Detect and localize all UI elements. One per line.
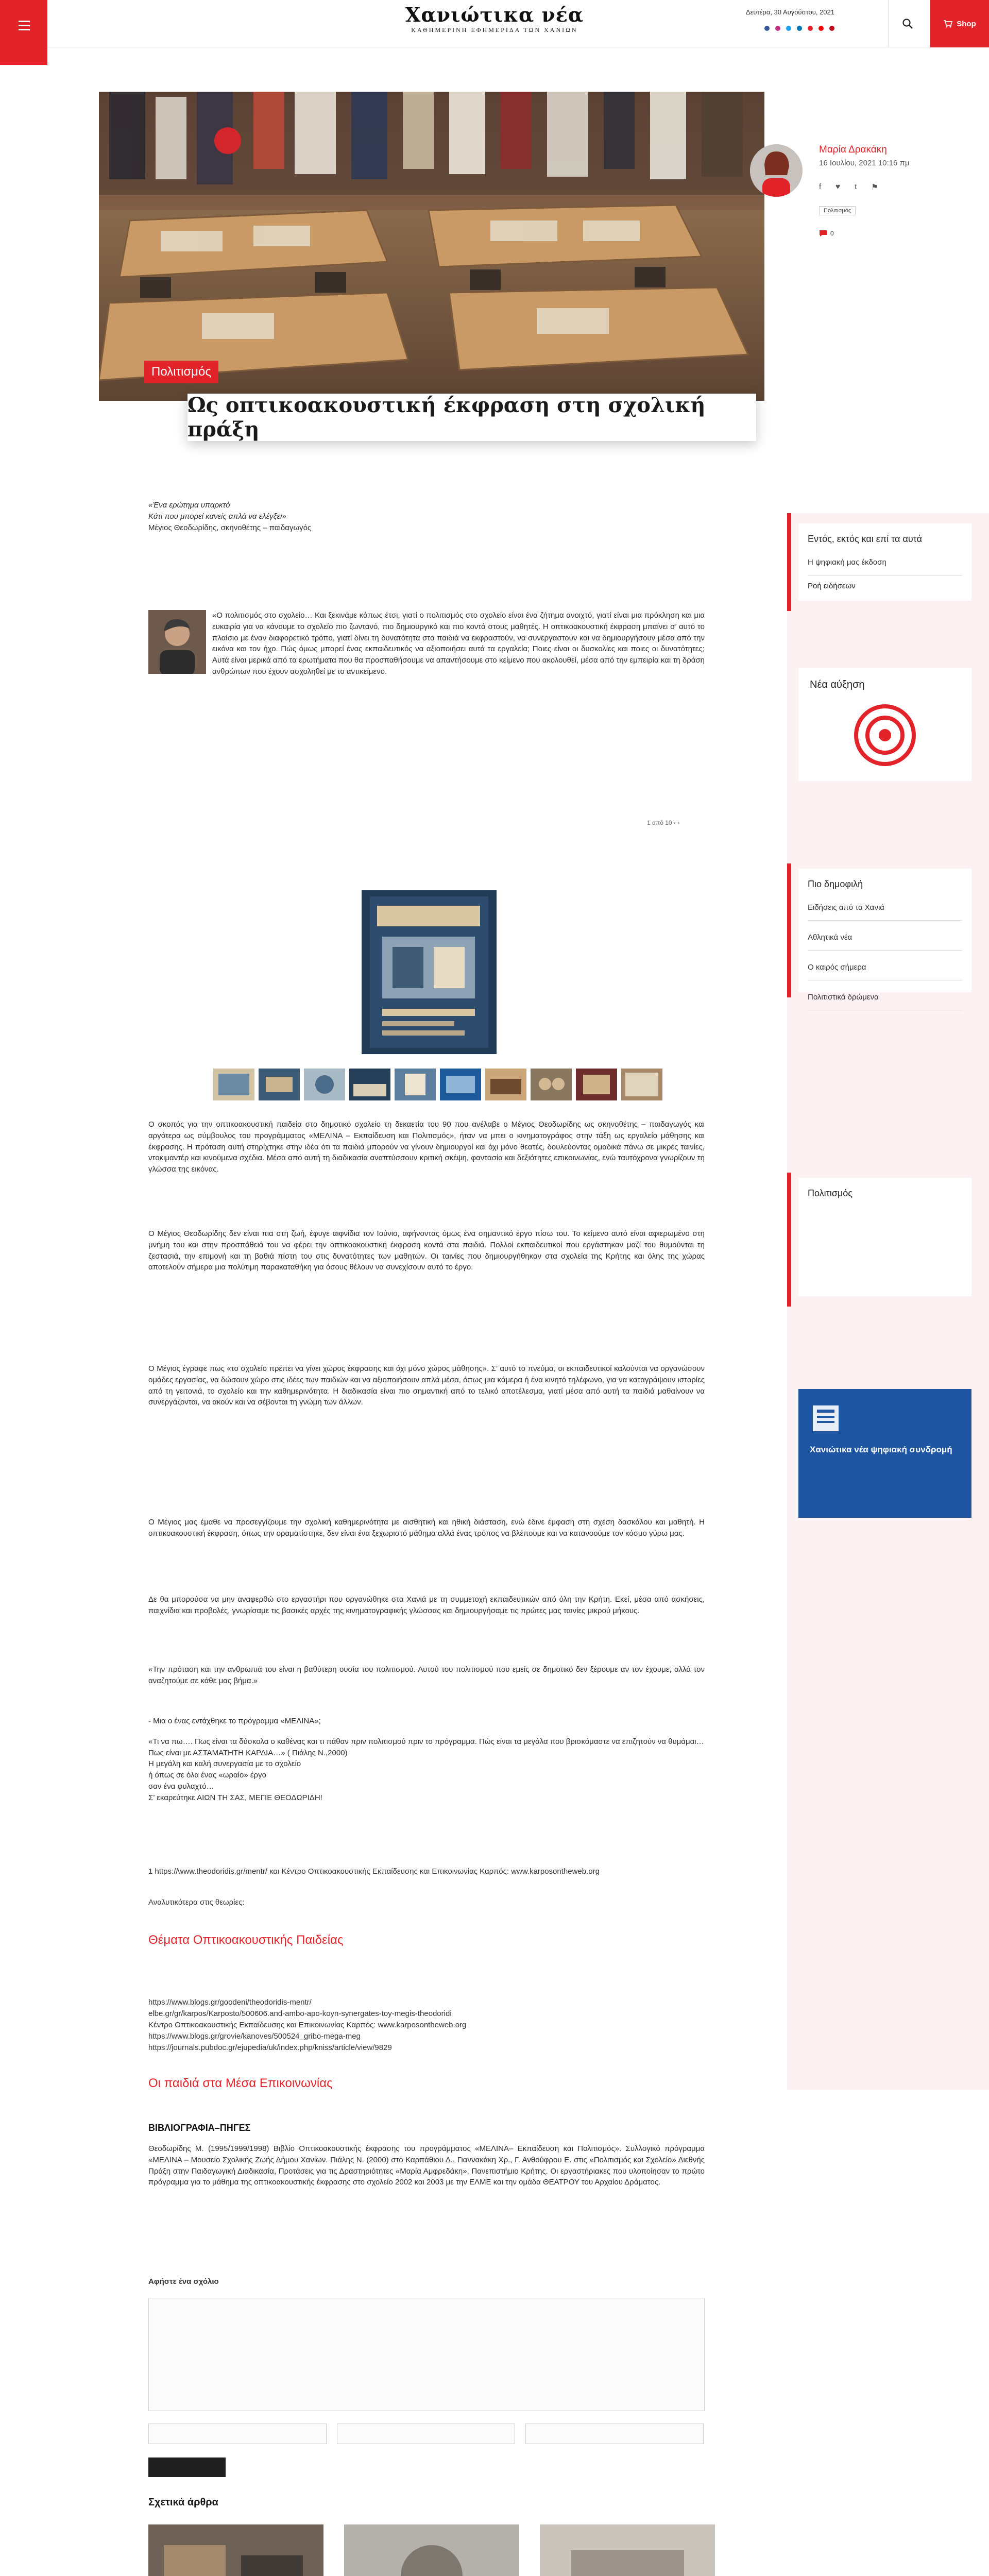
reference-link[interactable]: Κέντρο Οπτικοακουστικής Εκπαίδευσης και Επικοινωνίας Καρπός: www.karposontheweb.org: [148, 2021, 467, 2029]
pinterest-icon[interactable]: [829, 26, 834, 31]
author-inline-photo: [148, 610, 206, 674]
sidebar-link[interactable]: Πολιτιστικά δρώμενα: [808, 992, 962, 1010]
comment-textarea[interactable]: [148, 2298, 705, 2411]
closing-line: Πως είναι με ΑΣΤΑΜΑΤΗΤΗ ΚΑΡΔΙΑ…» ( Πιάλης Ν.,2000): [148, 1748, 348, 1757]
comment-form-title: Αφήστε ένα σχόλιο: [148, 2277, 219, 2286]
paragraph-text: «Την πρόταση και την ανθρωπιά του είναι η βαθύτερη ουσία του πολιτισμού. Αυτού του πολιτισμού που εμείς σε δημοτικό δεν ξέρουμε αν τον έχουμε, αλλά τον αναζητούμε σε κάθε μας βήμα.»: [148, 1665, 705, 1685]
header-divider: [888, 0, 889, 47]
rss-icon[interactable]: [808, 26, 813, 31]
paragraph-text: Ο σκοπός για την οπτικοακουστική παιδεία στο δημοτικό σχολείο τη δεκαετία του 90 που ανέλαβε ο Μέγιος Θεοδωρίδης ως σκηνοθέτης – παιδαγωγός και αργότερα ως σύμβουλος του προγράμματος «ΜΕΛΙΝΑ – Εκπαίδευση και Πολιτισμός», ήταν να μπει ο κινηματογράφος στην τάξη ως εργαλείο μάθησης και έκφρασης. Η πρόταση αυτή στηρίχτηκε στην ιδέα ότι τα παιδιά μπορούν να γίνουν δημιουργοί και όχι μόνο θεατές, δουλεύοντας ομαδικά πάνω σε μικρές ταινίες, ντοκιμαντέρ και κινούμενα σχέδια. Μέσα από αυτή τη διαδικασία αναπτύσσουν κριτική σκέψη, φαντασία και δεξιότητες επικοινωνίας, ενώ ταυτόχρονα γνωρίζουν τη γλώσσα της εικόνας.: [148, 1120, 705, 1174]
article-paragraph: [212, 610, 705, 677]
section-heading[interactable]: Οι παιδιά στα Μέσα Επικοινωνίας: [148, 2076, 333, 2090]
comment-count-value: 0: [830, 230, 834, 237]
paragraph-text: Ο Μέγιος έγραφε πως «το σχολείο πρέπει να γίνει χώρος έκφρασης και όχι μόνο χώρος μάθησης». Σ’ αυτό το πνεύμα, οι εκπαιδευτικοί καλούνται να οργανώσουν ομάδες εργασίας, να δώσουν χώρο στις ιδέες των παιδιών και να αξιοποιήσουν απλά μέσα, όπως μια κάμερα ή ένα κινητό τηλέφωνο, για να καταγράψουν ιστορίες από τη γειτονιά, το σχολείο και την καθημερινότητα. Η διαδικασία είναι πιο σημαντική από το τελικό αποτέλεσμα, γιατί μέσα από αυτή τα παιδιά μαθαίνουν να συνεργάζονται, να ακούν και να σέβονται τη γνώμη των άλλων.: [148, 1364, 705, 1407]
twitter-icon[interactable]: [786, 26, 791, 31]
intro-line: «Ένα ερώτημα υπαρκτό: [148, 501, 230, 510]
instagram-icon[interactable]: [775, 26, 780, 31]
share-buttons: [819, 182, 878, 192]
closing-block: [148, 1716, 705, 1803]
author-avatar-image: [750, 144, 803, 197]
site-header: [0, 0, 989, 47]
shop-label: Shop: [957, 19, 976, 28]
article-title-box: [187, 394, 756, 441]
related-title: Σχετικά άρθρα: [148, 2497, 218, 2508]
source-note: 1 https://www.theodoridis.gr/mentr/ και Κέντρο Οπτικοακουστικής Εκπαίδευσης και Επικοινωνίας Καρπός: www.karposontheweb.org: [148, 1867, 600, 1876]
article-paragraph: [148, 1119, 705, 1175]
gallery-thumb[interactable]: [259, 1069, 300, 1100]
sidebar-section: [787, 513, 989, 611]
like-icon[interactable]: ♥: [835, 182, 841, 191]
comment-fields: [148, 2424, 704, 2444]
avatar[interactable]: [750, 144, 803, 197]
related-card[interactable]: [148, 2524, 323, 2576]
closing-line: - Μια ο ένας εντάχθηκε το πρόγραμμα «ΜΕΛΙΝΑ»;: [148, 1717, 321, 1725]
sidebar-accent: [787, 863, 791, 997]
closing-line: Σ’ εκαρεύτηκε ΑΙΩΝ ΤΗ ΣΑΣ, ΜΕΓΙΕ ΘΕΟΔΩΡΙΔΗ!: [148, 1793, 322, 1802]
sidebar-link[interactable]: Αθλητικά νέα: [808, 932, 962, 951]
name-field[interactable]: [148, 2424, 327, 2444]
twitter-share-icon[interactable]: t: [855, 182, 857, 191]
reference-link[interactable]: elbe.gr/gr/karpos/Karposto/500606.and-ambo-apo-koyn-synergates-toy-megis-theodoridi: [148, 2009, 452, 2018]
article-tag[interactable]: Πολιτισμός: [819, 206, 856, 215]
article-intro: [148, 500, 457, 533]
article-paragraph: [148, 1363, 705, 1408]
facebook-icon[interactable]: [764, 26, 770, 31]
submit-comment-button[interactable]: [148, 2458, 226, 2477]
paragraph-text: «Ο πολιτισμός στο σχολείο… Και ξεκινάμε κάπως έτσι, γιατί ο πολιτισμός στο σχολείο είναι ένα ζήτημα ανοιχτό, γιατί είναι μια πρόκληση και μια ευκαιρία για να κάνουμε το σχολείο πιο ζωντανό, πιο δημιουργικό και πιο κοντά στους μαθητές. Η οπτικοακουστική έκφραση μπαίνει σ’ αυτό το πλαίσιο με έναν διαφορετικό τρόπο, γιατί δίνει τη δυνατότητα στα παιδιά να εκφραστούν, να συνεργαστούν και να δημιουργήσουν μέσα από την εικόνα και τον ήχο. Πώς όμως μπορεί ένας εκπαιδευτικός να αξιοποιήσει αυτά τα εργαλεία; Ποιες είναι οι δυσκολίες και ποιες οι δυνατότητες; Αυτά είναι μερικά από τα ερωτήματα που θα προσπαθήσουμε να απαντήσουμε στο κείμενο που ακολουθεί, μέσα από την εμπειρία και τη δράση ανθρώπων που έχουν ασχοληθεί με το αντικείμενο.: [212, 611, 705, 676]
gallery-thumb[interactable]: [621, 1069, 662, 1100]
author-name[interactable]: Μαρία Δρακάκη: [819, 144, 887, 155]
related-image: [540, 2524, 715, 2576]
sidebar-box: [798, 1178, 971, 1296]
sidebar: [787, 513, 989, 2090]
sidebar-accent: [787, 1173, 791, 1307]
header-date: Δευτέρα, 30 Αυγούστου, 2021: [745, 8, 834, 16]
classroom-photo: [99, 92, 764, 401]
cart-icon: [943, 20, 952, 28]
bibliography-text: [148, 2143, 705, 2188]
sidebar-box-title: Πιο δημοφιλή: [808, 879, 863, 889]
gallery-thumb[interactable]: [485, 1069, 526, 1100]
gallery-thumb[interactable]: [304, 1069, 345, 1100]
paragraph-text: Ο Μέγιος Θεοδωρίδης δεν είναι πια στη ζωή, έφυγε αιφνίδια τον Ιούνιο, αφήνοντας όμως ένα σημαντικό έργο πίσω του. Το κείμενο αυτό είναι αφιερωμένο στη μνήμη του και στην προσπάθειά του να φέρει την οπτικοακουστική έκφραση κοντά στα παιδιά. Πολλοί εκπαιδευτικοί που εργάστηκαν μαζί του θυμούνται τη ζεστασιά, την επιμονή και τη βαθιά πίστη του στις δυνατότητες των μαθητών. Οι ταινίες που δημιουργήθηκαν στα σχολεία της Κρήτης και όλης της χώρας αποτελούν σήμερα μια πολύτιμη παρακαταθήκη για όσους θέλουν να συνεχίσουν αυτό το έργο.: [148, 1229, 705, 1272]
comment-icon: [819, 230, 827, 237]
facebook-share-icon[interactable]: f: [819, 182, 822, 191]
sidebar-link[interactable]: Η ψηφιακή μας έκδοση: [808, 557, 962, 575]
header-social-links: [764, 26, 834, 31]
gallery-thumb[interactable]: [213, 1069, 254, 1100]
paragraph-text: Ο Μέγιος μας έμαθε να προσεγγίζουμε την σχολική καθημερινότητα με αισθητική και ηθική διάσταση, ενώ έδινε έμφαση στη σχέση δασκάλου και μαθητή. Η οπτικοακουστική έκφραση, όπως την οραματίστηκε, δεν είναι ένα ξεχωριστό μάθημα αλλά ένας τρόπος να βλέπουμε και να κατανοούμε τον κόσμο γύρω μας.: [148, 1518, 705, 1538]
related-image: [148, 2524, 323, 2576]
logo-subtitle: ΚΑΘΗΜΕΡΙΝΗ ΕΦΗΜΕΡΙΔΑ ΤΩΝ ΧΑΝΙΩΝ: [411, 26, 578, 33]
bibliography-title: ΒΙΒΛΙΟΓΡΑΦΙΑ–ΠΗΓΕΣ: [148, 2123, 251, 2133]
article-paragraph: [148, 1664, 705, 1687]
closing-line: Η μεγάλη και καλή συνεργασία με το σχολείο: [148, 1759, 301, 1769]
banner-text: Χανιώτικα νέα ψηφιακή συνδρομή: [810, 1445, 952, 1454]
bookmark-icon[interactable]: ⚑: [871, 183, 878, 192]
sidebar-widget-title: Νέα αύξηση: [810, 679, 865, 690]
hamburger-icon: [19, 21, 30, 22]
youtube-icon[interactable]: [819, 26, 824, 31]
gallery-thumb[interactable]: [576, 1069, 617, 1100]
logo-title: Χανιώτικα νέα: [405, 3, 584, 26]
gallery-thumb[interactable]: [349, 1069, 390, 1100]
target-icon: [849, 699, 921, 771]
intro-line: Μέγιος Θεοδωρίδης, σκηνοθέτης – παιδαγωγός: [148, 523, 312, 532]
newspaper-icon: [810, 1400, 846, 1436]
chevron-right-icon[interactable]: ›: [677, 819, 680, 826]
website-field[interactable]: [525, 2424, 704, 2444]
related-card[interactable]: [344, 2524, 519, 2576]
hero-image: [99, 92, 764, 401]
article-paragraph: [148, 1594, 705, 1617]
bibliography-paragraph: Θεοδωρίδης Μ. (1995/1999/1998) Βιβλίο Οπτικοακουστικής έκφρασης του προγράμματος «ΜΕΛΙΝΑ– Εκπαίδευση και Πολιτισμός». Συλλογικό πρόγραμμα «ΜΕΛΙΝΑ – Μουσείο Σχολικής Ζωής Δήμου Χανίων. Πιάλης Ν. (2000) στο Καρπάθιου Δ., Γιαννακάκη Χρ., Γ. Ανθούφρου Ε. στις «Πολιτισμός και Σχολείο» Διεθνής Πράξη στην Παιδαγωγική Διαδικασία, Προτάσεις για τις Δραστηριότητες «Μαρία Αμφρεδάκη», Πανεπιστήμιο Κρήτης. Οι εργαστήριακες που υλοποίησαν το πρώτο πρόγραμμα για το μάθημα της οπτικοακουστικής έκφρασης στο σχολείο 2002 και 2003 με την ΕΛΜΕ και την ομάδα ΘΕΑΤΡΟΥ του Αρχαίου Δράματος.: [148, 2144, 705, 2187]
shop-button[interactable]: [930, 0, 989, 47]
related-card[interactable]: [540, 2524, 715, 2576]
gallery-thumbnails: [213, 1069, 662, 1100]
publish-date: 16 Ιουλίου, 2021 10:16 πμ: [819, 159, 910, 167]
sidebar-link[interactable]: Ειδήσεις από τα Χανιά: [808, 902, 962, 921]
intro-line: Κάτι που μπορεί κανείς απλά να ελέγξει»: [148, 512, 286, 521]
related-articles: [148, 2524, 719, 2576]
reference-link[interactable]: https://www.blogs.gr/goodeni/theodoridis-mentr/: [148, 1998, 312, 2007]
portrait-image: [148, 610, 206, 674]
sidebar-accent: [787, 513, 791, 611]
subscription-banner[interactable]: [798, 1389, 971, 1518]
hamburger-icon-line: [19, 25, 30, 26]
gallery-counter: [647, 819, 679, 826]
sidebar-box-text: Εντός, εκτός και επί τα αυτά: [808, 534, 923, 544]
search-button[interactable]: [896, 12, 919, 35]
reference-link[interactable]: https://www.blogs.gr/grovie/kanoves/500524_gribo-mega-meg: [148, 2032, 361, 2041]
sidebar-section: [787, 863, 989, 1002]
sidebar-link[interactable]: Ο καιρός σήμερα: [808, 962, 962, 980]
end-note: Αναλυτικότερα στις θεωρίες:: [148, 1898, 245, 1907]
sidebar-section: [787, 1173, 989, 1307]
email-field[interactable]: [337, 2424, 515, 2444]
hamburger-icon-line: [19, 29, 30, 30]
article-paragraph: [148, 1517, 705, 1539]
paragraph-text: Δε θα μπορούσα να μην αναφερθώ στο εργαστήρι που οργανώθηκε στα Χανιά με τη συμμετοχή εκπαιδευτικών από όλη την Κρήτη. Εκεί, μέσα από ασκήσεις, παιχνίδια και προβολές, γνωρίσαμε τις βασικές αρχές της κινηματογραφικής γλώσσας και δημιουργήσαμε τις πρώτες μας ταινίες μικρού μήκους.: [148, 1595, 705, 1615]
category-tag[interactable]: Πολιτισμός: [144, 361, 218, 383]
site-logo[interactable]: [391, 3, 598, 34]
gallery-thumb[interactable]: [440, 1069, 481, 1100]
sidebar-widget: [798, 668, 971, 781]
section-heading[interactable]: Θέματα Οπτικοακουστικής Παιδείας: [148, 1933, 344, 1947]
closing-line: σαν ένα φυλαχτό…: [148, 1782, 214, 1791]
article-paragraph: [148, 1228, 705, 1273]
article-title: Ως οπτικοακουστική έκφραση στη σχολική πράξη: [187, 393, 706, 442]
gallery-thumb[interactable]: [531, 1069, 572, 1100]
gallery-thumb[interactable]: [395, 1069, 436, 1100]
linkedin-icon[interactable]: [797, 26, 802, 31]
gallery-counter-text: 1 από 10: [647, 819, 672, 826]
closing-line: «Τι να πω…. Πως είναι τα δύσκολα ο καθένας και τι πάθαν πριν πολιτισμού πριν το πρόγραμμα. Πώς είναι τα μεγάλα που βρισκόμαστε να επιζητούν να θυμάμαι…: [148, 1737, 704, 1746]
sidebar-box-title: Πολιτισμός: [808, 1188, 852, 1198]
comment-count[interactable]: [819, 230, 834, 237]
closing-line: ή όπως σε όλα ένας «ωραίο» έργο: [148, 1771, 266, 1780]
reference-link[interactable]: https://journals.pubdoc.gr/ejupedia/uk/index.php/kniss/article/view/9829: [148, 2043, 392, 2052]
sidebar-box: [798, 869, 971, 1002]
gallery-main-image[interactable]: [362, 890, 497, 1054]
sidebar-link[interactable]: Ροή ειδήσεων: [808, 582, 856, 591]
menu-toggle[interactable]: [0, 0, 47, 65]
book-cover-image: [362, 890, 497, 1054]
sidebar-box: [798, 523, 971, 601]
search-icon: [902, 18, 913, 29]
chevron-left-icon[interactable]: ‹: [673, 819, 678, 826]
related-image: [344, 2524, 519, 2576]
